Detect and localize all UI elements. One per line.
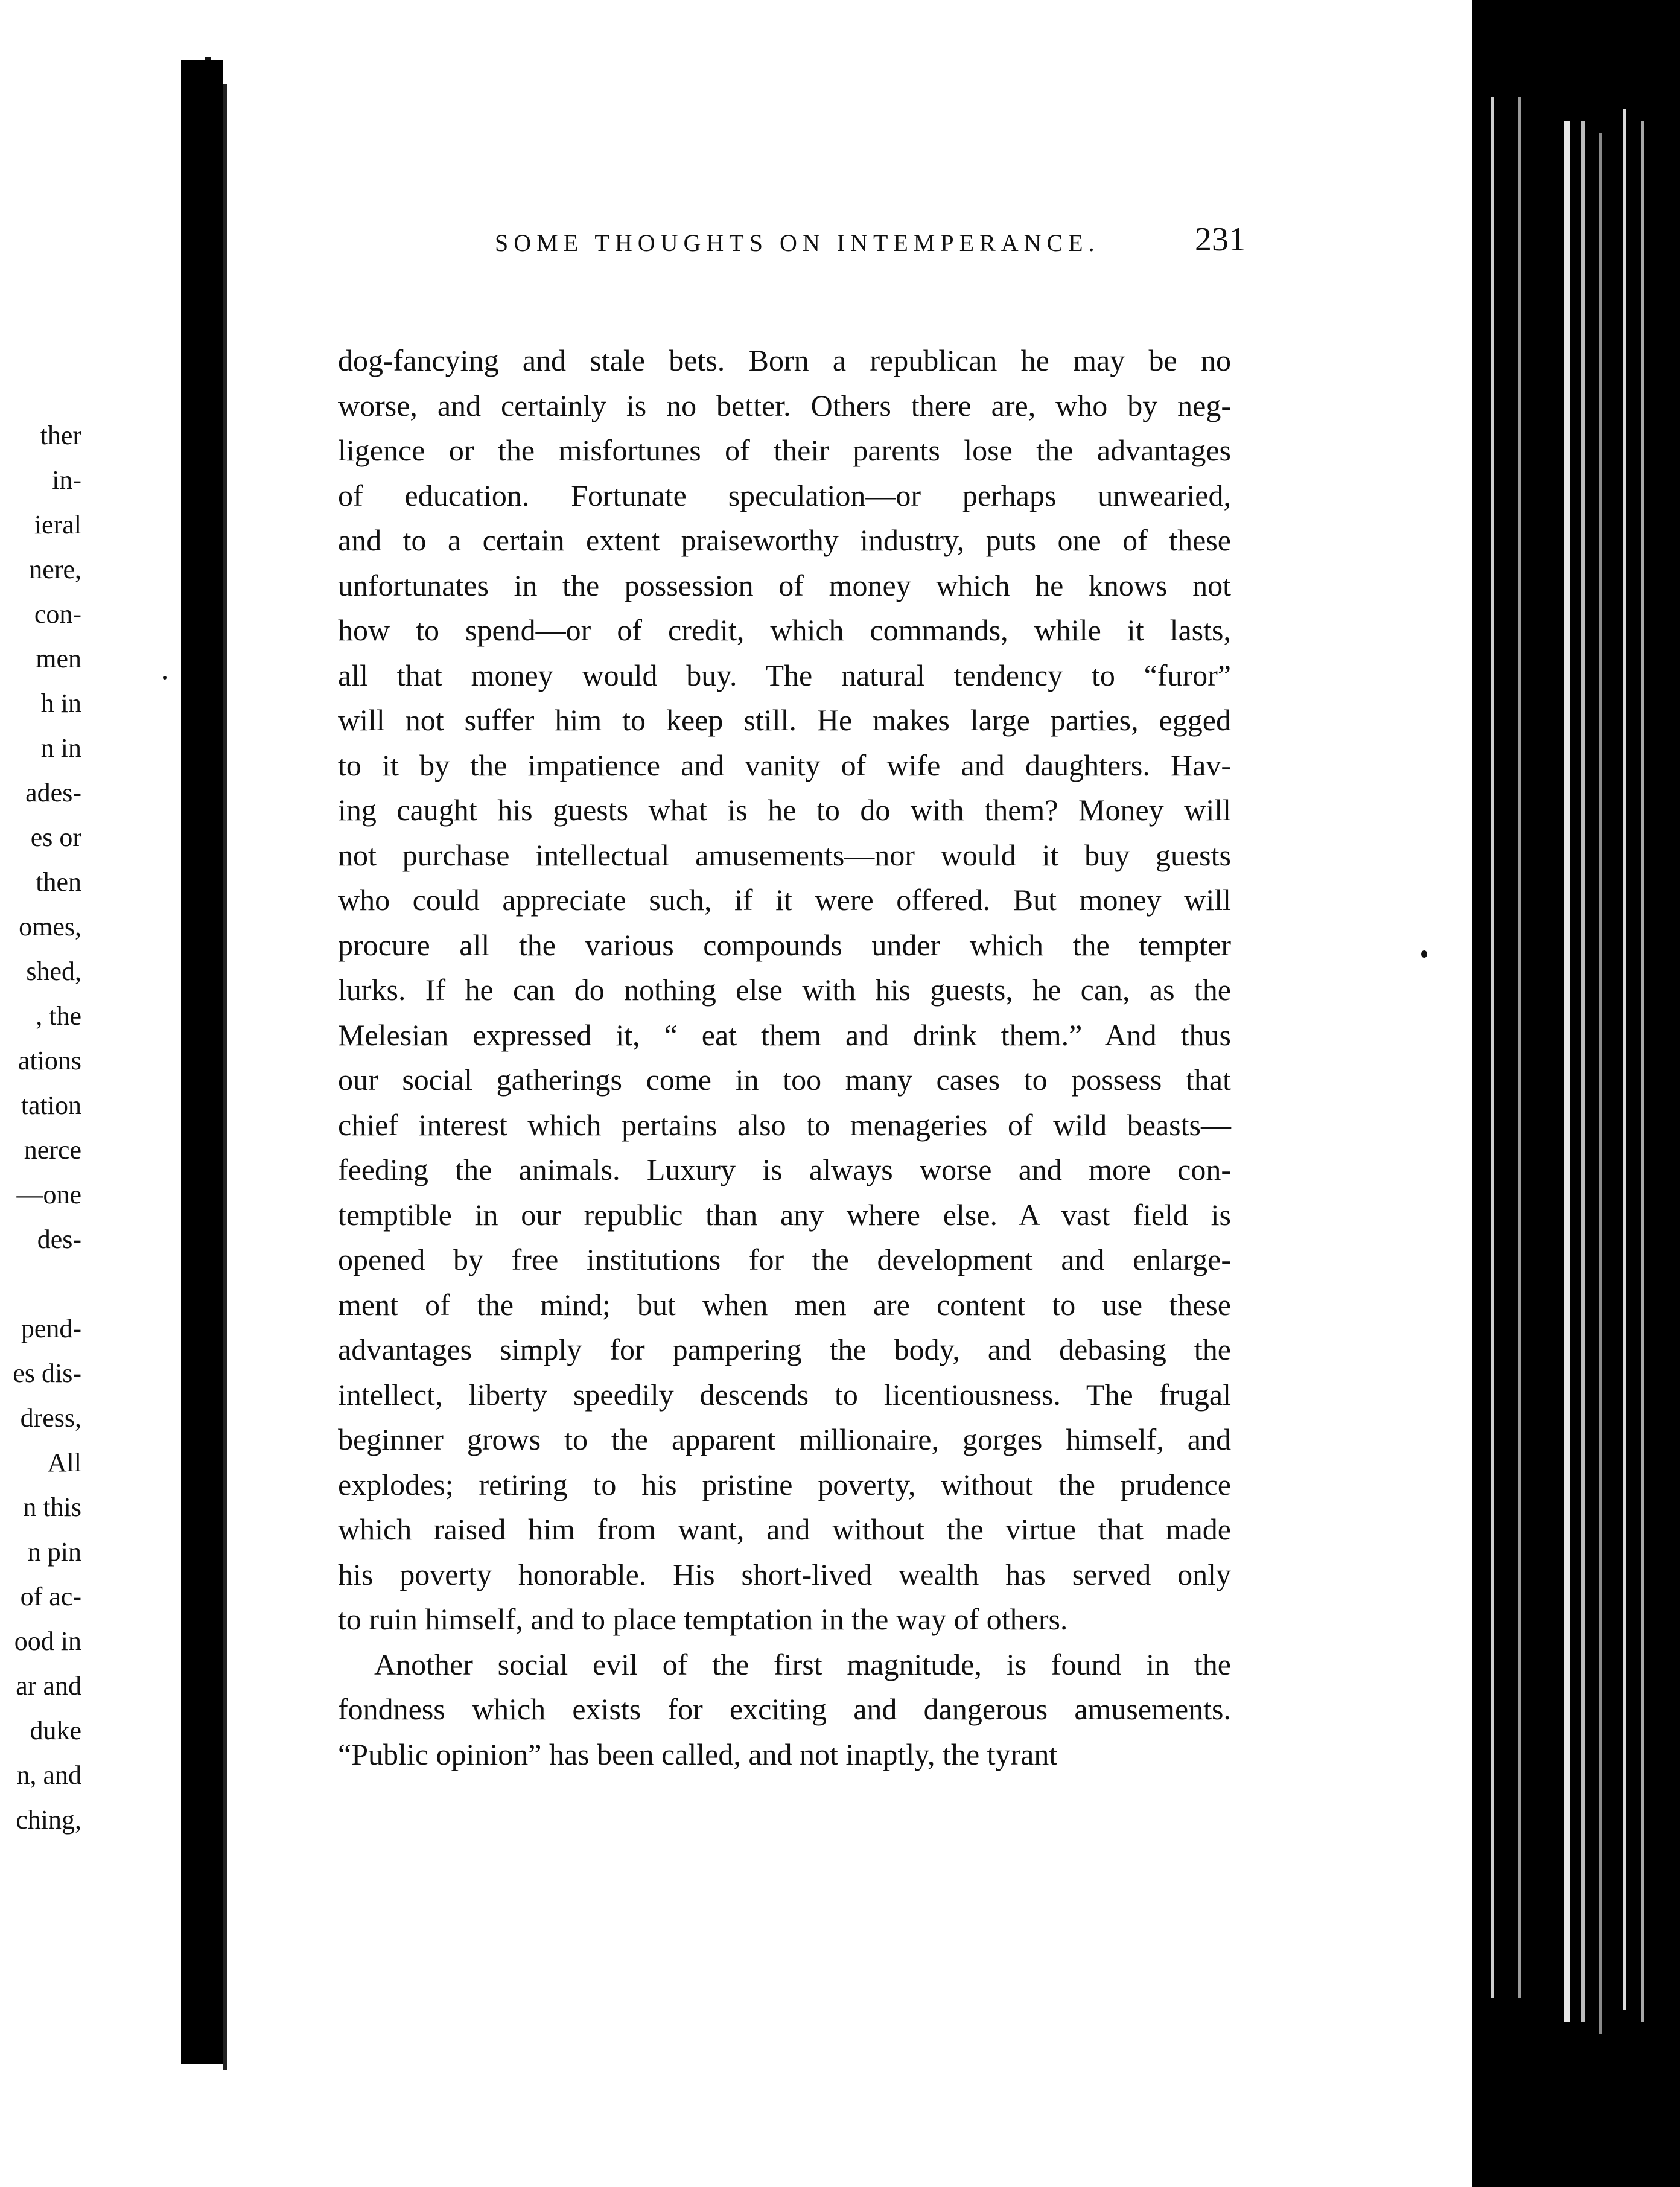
text-line: not purchase intellectual amusements—nor would it buy guests [338,838,1231,872]
page-edge-line [1623,109,1626,2010]
left-page-line: ations [18,1046,81,1075]
left-page-line: con- [34,599,81,629]
left-page-line: des- [37,1224,81,1254]
left-page-line: n, and [16,1760,81,1790]
left-page-line: of ac- [20,1582,81,1611]
left-page-line: n pin [27,1537,81,1567]
left-page-line: tation [21,1090,81,1120]
text-line: worse, and certainly is no better. Others there are, who by neg- [338,388,1231,422]
left-page-line: h in [40,689,81,718]
left-page-line: ching, [16,1805,81,1835]
body-text [338,338,1231,1777]
text-line: who could appreciate such, if it were offered. But money will [338,883,1231,917]
left-page-line [0,1262,81,1307]
text-line: chief interest which pertains also to menageries of wild beasts— [338,1107,1231,1142]
left-page-line: ar and [16,1671,81,1701]
text-line: fondness which exists for exciting and dangerous amusements. [338,1692,1231,1726]
left-page-line: nerce [24,1135,81,1165]
ink-speck [1421,950,1427,958]
left-page-line: es dis- [13,1358,81,1388]
page-edge-line [1491,97,1494,1998]
text-line: feeding the animals. Luxury is always worse and more con- [338,1153,1231,1186]
left-page-line: then [36,867,81,897]
text-line: our social gatherings come in too many cases to possess that [338,1063,1231,1097]
text-line: lurks. If he can do nothing else with his guests, he can, as the [338,973,1231,1007]
text-line: dog-fancying and stale bets. Born a republican he may be no [338,343,1231,377]
left-page-line: All [47,1448,81,1477]
left-page-line: men [36,644,81,673]
text-line: which raised him from want, and without the virtue that made [338,1512,1231,1546]
text-line: unfortunates in the possession of money which he knows not [338,568,1231,602]
page-edge-line [1599,133,1602,2034]
text-line: ment of the mind; but when men are content to use these [338,1287,1231,1322]
left-page-line: ades- [25,778,81,807]
text-line: “Public opinion” has been called, and not inaptly, the tyrant [338,1737,1058,1771]
text-line: intellect, liberty speedily descends to licentiousness. The frugal [338,1377,1231,1412]
book-gutter-shadow [181,60,208,2064]
left-page-line: in- [52,465,81,495]
ink-speck [163,676,167,680]
text-line: ing caught his guests what is he to do with them? Money will [338,793,1231,827]
left-facing-page [0,57,211,2031]
left-page-line: ther [40,421,81,450]
text-line: opened by free institutions for the development and enlarge- [338,1243,1231,1276]
left-page-line: pend- [21,1314,81,1343]
page-edge-line [1641,121,1644,2022]
text-line: procure all the various compounds under which the tempter [338,928,1231,962]
left-page-line: ieral [34,510,81,540]
left-page-line: n this [23,1492,81,1522]
left-page-line: shed, [26,957,81,986]
left-page-text-fragments [0,413,81,1842]
text-line: Another social evil of the first magnitude, is found in the [374,1647,1231,1681]
left-page-line: dress, [20,1403,81,1433]
page-edge-line [1564,121,1570,2022]
left-page-line: , the [36,1001,81,1031]
text-line: of education. Fortunate speculation—or perhaps unwearied, [338,478,1231,512]
page-edge-line [1581,121,1585,2022]
text-line: ligence or the misfortunes of their parents lose the advantages [338,433,1231,467]
text-line: beginner grows to the apparent millionaire, gorges himself, and [338,1422,1231,1456]
page-header [266,220,1246,275]
text-line: advantages simply for pampering the body, and debasing the [338,1332,1231,1366]
text-line: all that money would buy. The natural tendency to “furor” [338,658,1231,692]
text-line: Melesian expressed it, “ eat them and drink them.” And thus [338,1017,1231,1052]
page-number: 231 [1195,221,1246,258]
left-page-line: es or [30,823,81,852]
text-line: his poverty honorable. His short-lived wealth has served only [338,1557,1231,1591]
left-page-line: n in [40,733,81,763]
left-page-line: nere, [29,555,81,584]
text-line: will not suffer him to keep still. He makes large parties, egged [338,703,1231,737]
running-head: SOME THOUGHTS ON INTEMPERANCE. [495,229,1100,256]
left-page-line: ood in [14,1626,81,1656]
text-line: to ruin himself, and to place temptation in the way of others. [338,1602,1068,1636]
text-line: to it by the impatience and vanity of wife and daughters. Hav- [338,748,1231,782]
page-edge-line [1518,97,1521,1998]
left-page-line: duke [30,1716,81,1745]
text-line: temptible in our republic than any where else. A vast field is [338,1197,1231,1232]
page-edge-block [1472,0,1680,2187]
left-page-line: omes, [19,912,81,941]
text-line: and to a certain extent praiseworthy industry, puts one of these [338,523,1231,557]
text-line: how to spend—or of credit, which commands, while it lasts, [338,613,1231,647]
book-gutter [205,60,223,2064]
text-line: explodes; retiring to his pristine poverty, without the prudence [338,1467,1231,1501]
left-page-line: —one [16,1180,81,1209]
